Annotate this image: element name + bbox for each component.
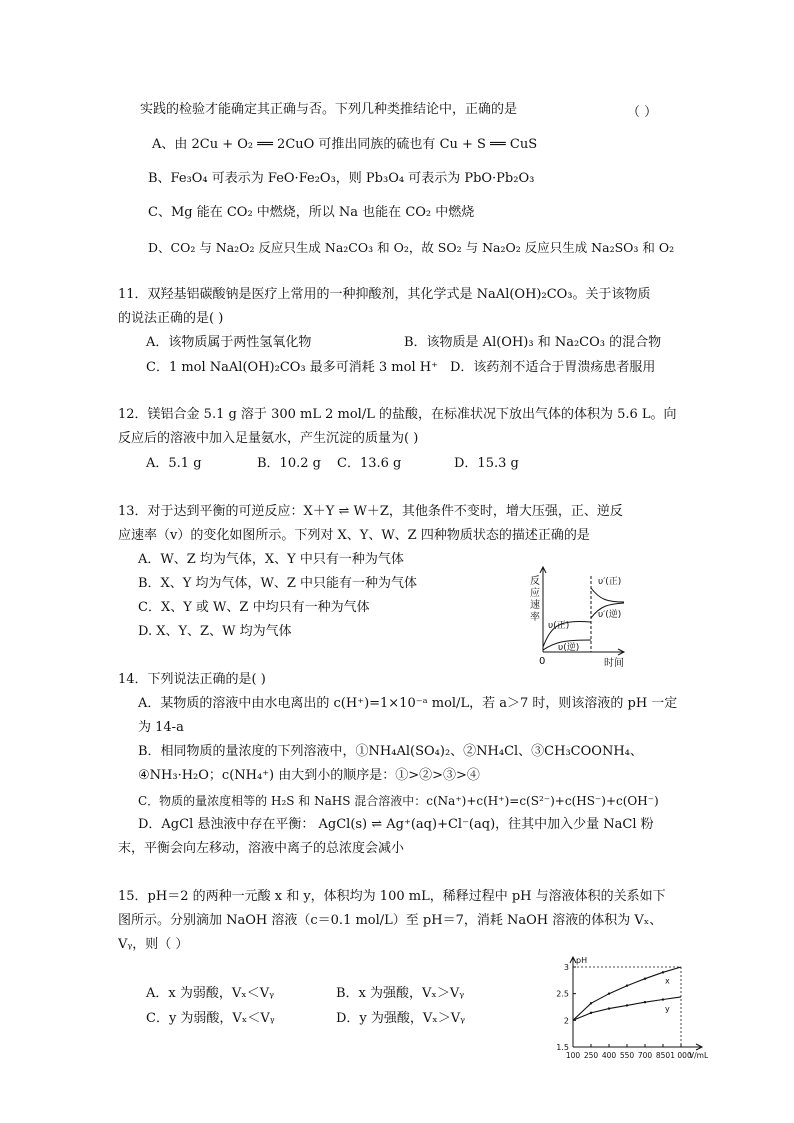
chart-point-x [590,1002,592,1004]
ylabel-char-3: 速 [530,600,540,611]
q10-option-c: C、Mg 能在 CO₂ 中燃烧，所以 Na 也能在 CO₂ 中燃烧 [148,205,475,220]
label-v-prime-reverse: υ′(逆) [598,610,622,620]
ylabel-char-2: 应 [530,588,540,599]
q15-option-c: C．y 为弱酸，Vₓ＜Vᵧ [146,1011,275,1026]
q13-option-d: D. X、Y、Z、W 均为气体 [138,624,292,639]
chart-point-x [608,992,610,994]
q11-option-c: C．1 mol NaAl(OH)₂CO₃ 最多可消耗 3 mol H⁺ [146,360,438,375]
label-v-forward-left: υ(正) [548,621,570,631]
label-v-prime-forward: υ′(正) [598,577,622,587]
q10-option-b: B、Fe₃O₄ 可表示为 FeO·Fe₂O₃，则 Pb₃O₄ 可表示为 PbO·Pb₂O₃ [148,171,535,186]
q10-option-d: D、CO₂ 与 Na₂O₂ 反应只生成 Na₂CO₃ 和 O₂，故 SO₂ 与 Na₂O₂ 反应只生成 Na₂SO₃ 和 O₂ [148,240,675,255]
chart-y-tick-label: 2 [563,1016,569,1026]
q11-option-d: D．该药剂不适合于胃溃疡患者服用 [450,360,656,375]
q14-option-d-line2: 末，平衡会向左移动，溶液中离子的总浓度会减小 [118,841,405,856]
q13-option-b: B．X、Y 均为气体，W、Z 中只能有一种为气体 [138,576,418,591]
chart-x-tick-label: 850 [655,1051,671,1060]
q15-stem-line2: 图所示。分别滴加 NaOH 溶液（c＝0.1 mol/L）至 pH＝7，消耗 NaOH 溶液的体积为 Vₓ、 [118,913,663,928]
label-v-reverse-left: υ(逆) [558,643,580,653]
chart-point-y [626,1004,628,1006]
q12-stem-line1: 12．镁铝合金 5.1 g 溶于 300 mL 2 mol/L 的盐酸，在标准状况下放出气体的体积为 5.6 L。向 [118,407,677,422]
chart-y-tick-label: 2.5 [556,989,569,999]
chart-x-tick-label: 400 [601,1051,617,1060]
chart-x-axis-title: V/mL [689,1051,709,1060]
origin-label: 0 [539,656,546,667]
q12-option-b: B．10.2 g [257,456,321,471]
chart-point-y [590,1012,592,1014]
q15-option-a: A．x 为弱酸，Vₓ＜Vᵧ [146,986,275,1001]
q12-option-c: C．13.6 g [337,456,402,471]
chart-y-tick-label: 1.5 [556,1043,569,1052]
q14-option-c: C．物质的量浓度相等的 H₂S 和 NaHS 混合溶液中：c(Na⁺)+c(H⁺)=c(S²⁻)+c(HS⁻)+c(OH⁻) [138,794,659,808]
q12-stem-line2: 反应后的溶液中加入足量氨水，产生沉淀的质量为( ) [118,431,419,446]
q11-option-b: B．该物质是 Al(OH)₃ 和 Na₂CO₃ 的混合物 [404,335,662,350]
q15-stem-line3: Vᵧ，则（ ） [118,937,189,952]
q12-option-d: D．15.3 g [454,456,519,471]
q14-option-b-line2: ④NH₃·H₂O；c(NH₄⁺) 由大到小的顺序是：①>②>③>④ [138,768,480,783]
q15-stem-line1: 15．pH＝2 的两种一元酸 x 和 y，体积均为 100 mL，稀释过程中 pH 与溶液体积的关系如下 [118,889,666,904]
chart-x-tick-label: 700 [637,1051,653,1060]
ylabel-char-4: 率 [530,612,540,623]
q13-stem-line1: 13．对于达到平衡的可逆反应：X＋Y ⇌ W＋Z，其他条件不变时，增大压强，正、逆反 [118,504,623,519]
q13-stem-line2: 应速率（v）的变化如图所示。下列对 X、Y、W、Z 四种物质状态的描述正确的是 [118,528,590,543]
q14-option-a-line1: A．某物质的溶液中由水电离出的 c(H⁺)=1×10⁻ᵃ mol/L，若 a＞7 时，则该溶液的 pH 一定 [138,696,678,711]
q14-option-a-line2: 为 14-a [138,720,184,735]
chart-series-label-y: y [665,1004,670,1014]
chart-y-tick-label: 3 [563,963,569,972]
q13-option-c: C．X、Y 或 W、Z 中均只有一种为气体 [138,600,370,615]
chart-point-x [662,971,664,973]
chart-point-x [644,978,646,980]
q10-option-a: A、由 2Cu + O₂ ══ 2CuO 可推出同族的硫也有 Cu + S ══ CuS [152,137,538,152]
q15-option-b: B．x 为强酸，Vₓ＞Vᵧ [336,986,465,1001]
xlabel: 时间 [604,658,624,669]
chart-x-tick-label: 550 [619,1051,635,1060]
chart-point-y [662,998,664,1000]
q13-option-a: A．W、Z 均为气体，X、Y 中只有一种为气体 [138,552,404,567]
chart-point-y [644,1001,646,1003]
ph-dilution-chart [548,955,728,1067]
q13-rate-figure [500,562,640,670]
chart-y-axis-title: pH [576,956,588,965]
ylabel-char-1: 反 [530,576,540,587]
chart-x-tick-label: 100 [565,1051,581,1060]
q11-stem-line2: 的说法正确的是( ) [118,311,224,326]
q11-stem-line1: 11．双羟基铝碳酸钠是医疗上常用的一种抑酸剂，其化学式是 NaAl(OH)₂CO₃。关于该物质 [118,287,651,302]
chart-point-x [626,984,628,986]
q14-option-d-line1: D．AgCl 悬浊液中存在平衡： AgCl(s) ⇌ Ag⁺(aq)+Cl⁻(aq)，往其中加入少量 NaCl 粉 [138,817,654,832]
q10-answer-paren: （ ） [627,105,658,120]
q14-stem: 14．下列说法正确的是( ) [118,672,266,687]
q12-option-a: A．5.1 g [146,456,202,471]
q14-option-b-line1: B．相同物质的量浓度的下列溶液中，①NH₄Al(SO₄)₂、②NH₄Cl、③CH₃COONH₄、 [138,744,643,759]
chart-x-tick-label: 1 000 [670,1051,692,1060]
curve-v-prime-reverse [591,588,624,602]
chart-x-tick-label: 250 [583,1051,599,1060]
q11-option-a: A．该物质属于两性氢氧化物 [146,335,312,350]
q10-stem-tail: 实践的检验才能确定其正确与否。下列几种类推结论中，正确的是 [140,102,518,117]
chart-point-y [608,1007,610,1009]
q15-option-d: D．y 为强酸，Vₓ＞Vᵧ [336,1011,466,1026]
chart-series-label-x: x [665,976,670,986]
